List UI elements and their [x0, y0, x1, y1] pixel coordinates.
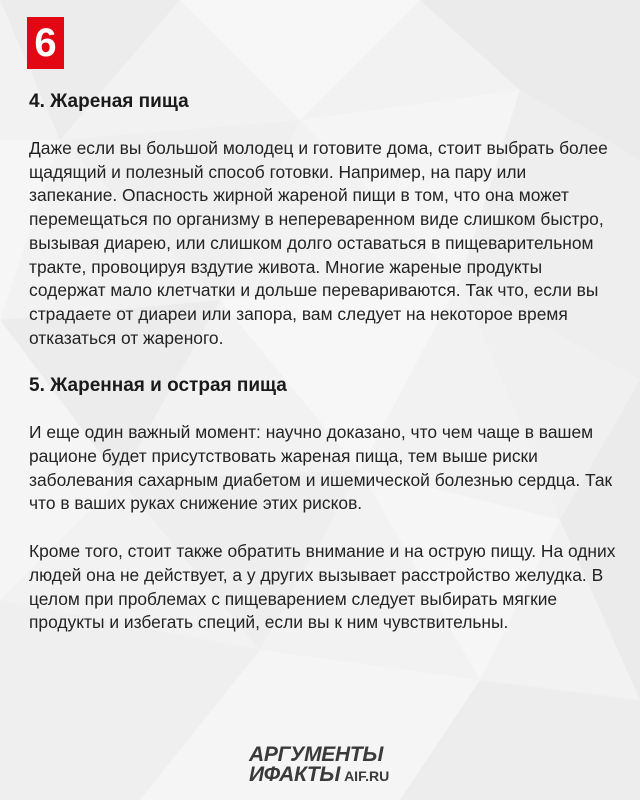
aif-logo [249, 744, 409, 788]
section-paragraph: И еще один важный момент: научно доказано, что чем чаще в вашем рационе будет присутствовать жареная пища, тем выше риски заболевания сахарным диабетом и ишемической болезнью сердца. Так что в ваших руках снижение этих рисков. [29, 422, 613, 514]
section-heading: 5. Жаренная и острая пища [29, 375, 287, 397]
page-number-badge: 6 [27, 17, 64, 69]
logo-line-2-text: ИФАКТЫ [249, 763, 341, 786]
section-paragraph: Даже если вы большой молодец и готовите дома, стоит выбрать более щадящий и полезный способ готовки. Например, на пару или запекание. Опасность жирной жареной пищи в том, что она может перемещаться по организму в непереваренном виде слишком быстро, вызывая диарею, или слишком долго оставаться в пищеварительном тракте, провоцируя вздутие живота. Многие жареные продукты содержат мало клетчатки и дольше перевариваются. Так что, если вы страдаете от диареи или запора, вам следует на некоторое время отказаться от жареного. [29, 138, 608, 348]
logo-line-2 [249, 764, 389, 787]
section-heading: 4. Жареная пища [29, 91, 189, 112]
logo-line-1: АРГУМЕНТЫ [249, 743, 384, 766]
section-paragraph: Кроме того, стоит также обратить внимание и на острую пищу. На одних людей она не действует, а у других вызывает расстройство желудка. В целом при проблемах с пищеварением следует выбирать мягкие продукты и избегать специй, если вы к ним чувствительны. [29, 541, 616, 633]
logo-domain: AIF.RU [344, 768, 390, 784]
article-content [29, 90, 619, 635]
